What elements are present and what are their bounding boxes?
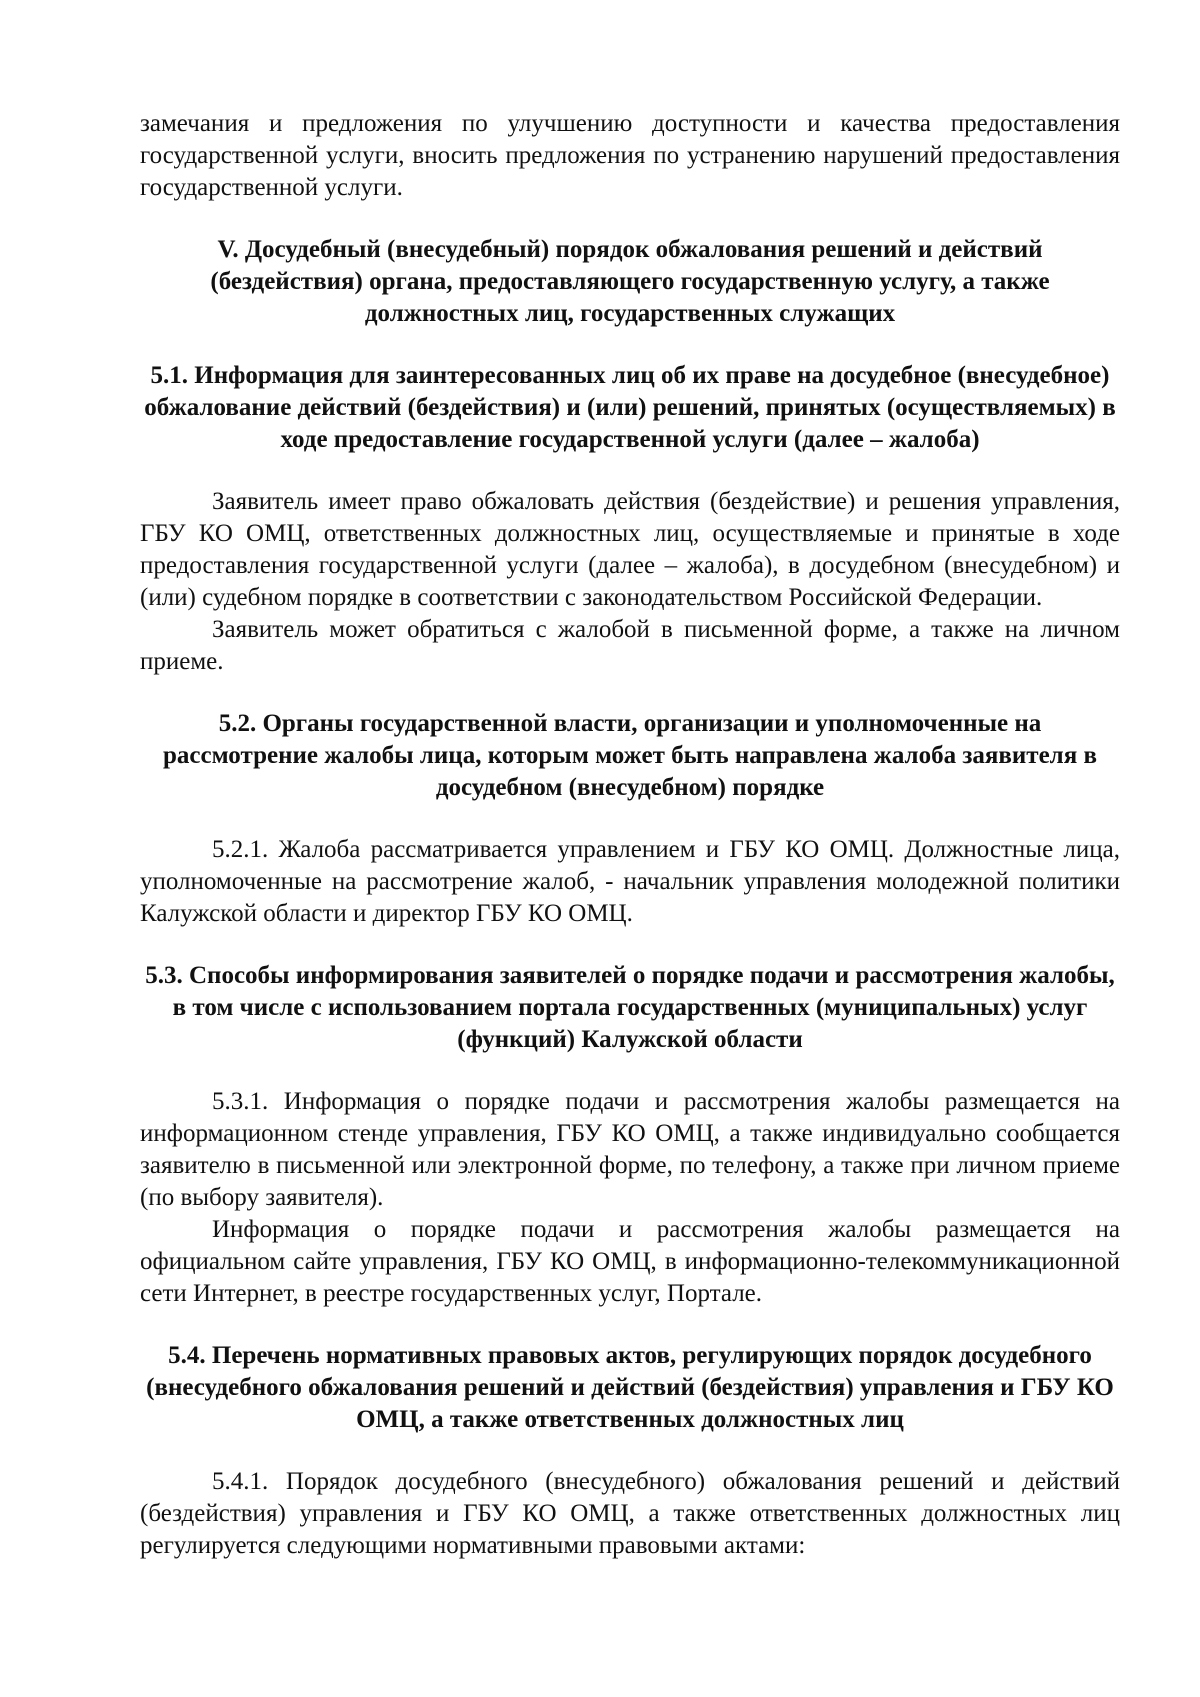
section-5-4-heading: 5.4. Перечень нормативных правовых актов, регулирующих порядок досудебного (внесудебного обжалования решений и действий (бездействия) управления и ГБУ КО ОМЦ, а также ответственных должностных лиц	[146, 1342, 1114, 1433]
intro-paragraph: замечания и предложения по улучшению доступности и качества предоставления государственной услуги, вносить предложения по устранению нарушений предоставления государственной услуги.	[140, 110, 1120, 201]
document-body	[140, 108, 1120, 1562]
section-5-3-paragraph: 5.3.1. Информация о порядке подачи и рассмотрения жалобы размещается на информационном стенде управления, ГБУ КО ОМЦ, а также индивидуально сообщается заявителю в письменной или электронной форме, по телефону, а также при личном приеме (по выбору заявителя).	[140, 1088, 1120, 1211]
section-5-1-heading: 5.1. Информация для заинтересованных лиц об их праве на досудебное (внесудебное) обжалование действий (бездействия) и (или) решений, принятых (осуществляемых) в ходе предоставление государственной услуги (далее – жалоба)	[144, 362, 1116, 453]
spacer	[140, 1056, 1120, 1086]
section-5-2-paragraph: 5.2.1. Жалоба рассматривается управлением и ГБУ КО ОМЦ. Должностные лица, уполномоченные на рассмотрение жалоб, - начальник управления молодежной политики Калужской области и директор ГБУ КО ОМЦ.	[140, 836, 1120, 927]
spacer	[140, 804, 1120, 834]
section-5-3-paragraph: Информация о порядке подачи и рассмотрения жалобы размещается на официальном сайте управления, ГБУ КО ОМЦ, в информационно-телекоммуникационной сети Интернет, в реестре государственных услуг, Портале.	[140, 1216, 1120, 1307]
spacer	[140, 456, 1120, 486]
spacer	[140, 1436, 1120, 1466]
section-5-1-paragraph: Заявитель имеет право обжаловать действия (бездействие) и решения управления, ГБУ КО ОМЦ, ответственных должностных лиц, осуществляемые и принятые в ходе предоставления государственной услуги (далее – жалоба), в досудебном (внесудебном) и (или) судебном порядке в соответствии с законодательством Российской Федерации.	[140, 488, 1120, 611]
spacer	[140, 330, 1120, 360]
spacer	[140, 930, 1120, 960]
section-5-2-heading: 5.2. Органы государственной власти, организации и уполномоченные на рассмотрение жалобы лица, которым может быть направлена жалоба заявителя в досудебном (внесудебном) порядке	[163, 710, 1097, 801]
spacer	[140, 204, 1120, 234]
section-5-4-paragraph: 5.4.1. Порядок досудебного (внесудебного) обжалования решений и действий (бездействия) управления и ГБУ КО ОМЦ, а также ответственных должностных лиц регулируется следующими нормативными правовыми актами:	[140, 1468, 1120, 1559]
spacer	[140, 1310, 1120, 1340]
section-5-3-heading: 5.3. Способы информирования заявителей о порядке подачи и рассмотрения жалобы, в том числе с использованием портала государственных (муниципальных) услуг (функций) Калужской области	[145, 962, 1115, 1053]
spacer	[140, 678, 1120, 708]
section-v-heading: V. Досудебный (внесудебный) порядок обжалования решений и действий (бездействия) органа, предоставляющего государственную услугу, а также должностных лиц, государственных служащих	[210, 236, 1050, 327]
section-5-1-paragraph: Заявитель может обратиться с жалобой в письменной форме, а также на личном приеме.	[140, 616, 1120, 675]
